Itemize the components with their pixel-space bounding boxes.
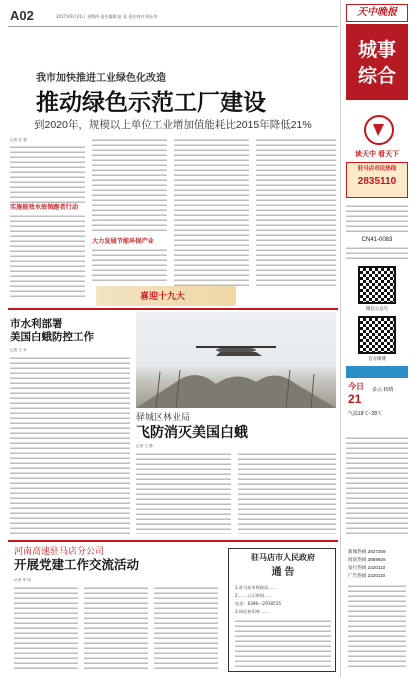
weather-day: 21 [348,392,362,406]
lead-byline: 记者 张 强 [10,138,27,142]
notice-body [235,619,331,667]
column-divider [340,0,341,677]
notice-org: 驻马店市人民政府 [251,553,315,562]
aircraft-photo [136,312,336,408]
story3-body-col1 [136,452,231,534]
date-line: 2017年9月21日 星期四 责任编辑:赵 蓉 责任校对:胡永华 [56,14,158,19]
notice-line-4: 3.同比折旧率…… [235,609,269,614]
celebration-banner [96,286,236,306]
ad-hotline: 2835110 [357,176,397,187]
qr-code-wechat[interactable] [358,266,396,304]
contacts-body [348,584,406,668]
lead-body-col1b [10,214,85,300]
story3-kicker: 驿城区林业局 [136,412,191,422]
banner-text: 喜迎十九大 [140,291,186,301]
weather-strip [346,366,408,378]
story2-body [10,356,130,534]
lead-subhead-2: 大力发展节能环保产业 [92,238,154,245]
page-number: A02 [10,8,34,23]
notice-line-2: 2.……公示时间…… [235,593,273,598]
lead-body-col3 [174,138,249,288]
lead-kicker: 我市加快推进工业绿色化改造 [36,73,166,84]
story4-body-col1 [14,586,78,670]
weather-desc: 多云 转晴 [372,387,394,393]
section-title: 城事 综合 [346,24,408,100]
notice-line-3: 电话：0396—2918515 [235,601,282,606]
story2-headline: 市水利部署 美国白蛾防控工作 [10,318,94,343]
issn-number: CN41-0083 [361,237,393,243]
contact-3: 发行热线 2220110 [348,565,386,570]
qr-wechat-label: 微信公众号 [366,306,388,311]
weather-temp: 气温18℃~28℃ [348,411,383,417]
weather-box [346,380,408,434]
weather-details [346,436,408,536]
story3-byline: 记者 王 静 [136,444,153,448]
qr-code-weibo[interactable] [358,316,396,354]
government-notice [228,548,336,672]
story4-body-col2 [84,586,148,670]
lead-body-col2b [92,248,167,284]
story3-headline: 飞防消灭美国白蛾 [136,424,248,440]
publisher-info [346,204,408,232]
weather-date: 今日 [348,382,364,391]
contact-4: 广告热线 2220110 [348,573,386,578]
contact-2: 投诉热线 3889926 [348,557,386,562]
story3-body-col2 [238,452,336,534]
lead-body-col2 [92,138,167,234]
newspaper-logo: 天中晚报 [346,4,408,22]
lead-body-col1 [10,145,85,203]
lead-body-col4 [256,138,336,288]
contacts-box [346,546,408,672]
story4-kicker: 河南高速驻马店分公司 [14,546,105,556]
lead-subhead-1: 实施能效水效领跑者行动 [10,204,79,211]
tag-read-local: 读天中 [355,151,377,158]
story4-body-col3 [154,586,218,670]
story4-byline: 记者 李 伟 [14,578,31,582]
story4-headline: 开展党建工作交流活动 [14,558,140,572]
publisher-info-2 [346,246,408,260]
contact-1: 新闻热线 2837259 [348,549,386,554]
notice-line-1: 1.驻马店市财政局…… [235,585,277,590]
hotline-ad[interactable] [346,162,408,198]
qr-weibo-label: 官方微博 [368,356,386,361]
ad-title: 驻马店市民热线 [357,166,397,172]
story2-byline: 记者 王 东 [10,348,27,352]
tag-read-world: 看天下 [377,151,399,158]
notice-title: 通 告 [271,567,295,578]
lead-headline: 推动绿色示范工厂建设 [36,89,266,115]
lead-subhead: 到2020年，规模以上单位工业增加值能耗比2015年降低21% [34,119,312,131]
